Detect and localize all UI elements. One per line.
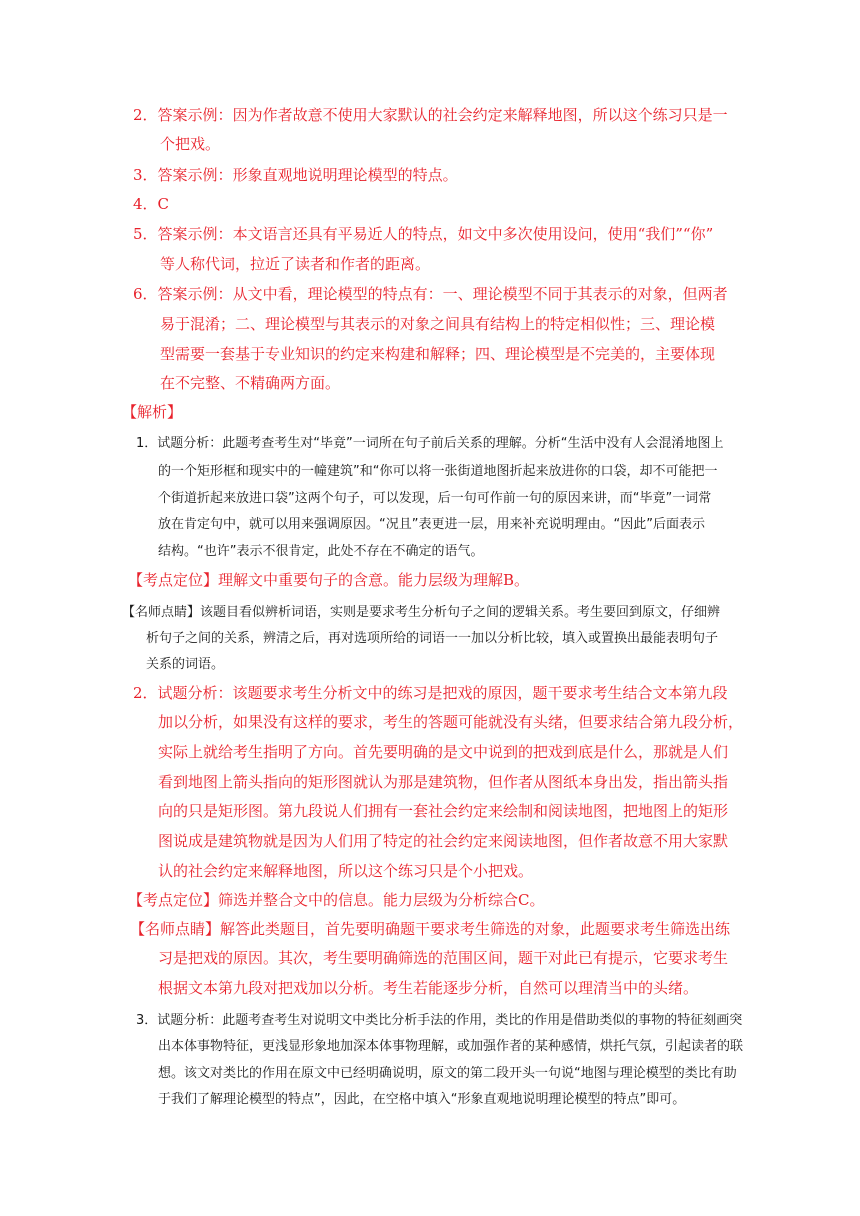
- kaodian-text: 理解文中重要句子的含意。能力层级为理解B。: [218, 571, 530, 589]
- analysis-q1-line-3: 个街道折起来放进口袋”这两个句子，可以发现，后一句可作前一句的原因来讲，而“毕竟”一词常: [158, 491, 712, 506]
- analysis-q2-line-5: 向的只是矩形图。第九段说人们拥有一套社会约定来绘制和阅读地图，把地图上的矩形: [158, 802, 729, 820]
- analysis-q1-line-5: 结构。“也许”表示不很肯定，此处不存在不确定的语气。: [158, 544, 484, 559]
- analysis-q2-line-6: 图说成是建筑物就是因为人们用了特定的社会约定来阅读地图，但作者故意不用大家默: [158, 832, 729, 850]
- analysis-q3-line-3: 想。该文对类比的作用在原文中已经明确说明，原文的第二段开头一句说“地图与理论模型的类比有助: [158, 1066, 737, 1081]
- analysis-text: 试题分析：此题考查考生对说明文中类比分析手法的作用，类比的作用是借助类似的事物的特征刻画突: [157, 1013, 743, 1028]
- answer-6-line-1: [133, 283, 728, 304]
- answer-number: 2．: [133, 106, 158, 124]
- answer-text: 本文语言还具有平易近人的特点，如文中多次使用设问，使用“我们”“你”: [232, 225, 714, 243]
- answer-label: 答案示例：: [157, 106, 233, 124]
- answer-4: [133, 193, 169, 214]
- q1-mingshi-line-2: 析句子之间的关系，辨清之后，再对选项所给的词语一一加以分析比较，填入或置换出最能表明句子: [146, 631, 719, 646]
- kaodian-text: 筛选并整合文中的信息。能力层级为分析综合C。: [218, 891, 545, 909]
- answer-number: 6．: [133, 285, 158, 303]
- answer-3: [133, 164, 458, 185]
- mingshi-text: 该题目看似辨析词语，实则是要求考生分析句子之间的逻辑关系。考生要回到原文，仔细辨: [200, 605, 721, 620]
- analysis-heading: 【解析】: [122, 403, 183, 421]
- analysis-text: 试题分析：该题要求考生分析文中的练习是把戏的原因，题干要求考生结合文本第九段: [157, 684, 728, 702]
- analysis-q2-line-1: [133, 682, 728, 703]
- analysis-q3-line-4: 于我们了解理论模型的特点”，因此，在空格中填入“形象直观地说明理论模型的特点”即可。: [158, 1092, 686, 1107]
- q2-kaodian: [128, 889, 545, 910]
- answer-number: 3．: [133, 166, 158, 184]
- q1-mingshi-line-1: [122, 601, 720, 620]
- mingshi-text: 解答此类题目，首先要明确题干要求考生筛选的对象，此题要求考生筛选出练: [220, 920, 731, 938]
- analysis-q3-line-1: [136, 1009, 742, 1028]
- q2-mingshi-line-2: 习是把戏的原因。其次，考生要明确筛选的范围区间，题干对此已有提示，它要求考生: [158, 949, 729, 967]
- answer-number: 5．: [133, 225, 158, 243]
- kaodian-label: 【考点定位】: [128, 891, 219, 909]
- question-number: 3．: [136, 1013, 158, 1028]
- answer-6-line-2: 易于混淆；二、理论模型与其表示的对象之间具有结构上的特定相似性；三、理论模: [160, 315, 716, 333]
- analysis-q2-line-7: 认的社会约定来解释地图，所以这个练习只是个小把戏。: [158, 862, 534, 880]
- answer-5-line-2: 等人称代词，拉近了读者和作者的距离。: [160, 255, 431, 273]
- question-number: 1．: [136, 436, 158, 451]
- answer-text: C: [157, 195, 170, 213]
- q1-mingshi-line-3: 关系的词语。: [146, 657, 225, 672]
- analysis-q1-line-2: 的一个矩形框和现实中的一幢建筑”和“你可以将一张街道地图折起来放进你的口袋，却不可能把一: [158, 464, 718, 479]
- analysis-q1-line-4: 放在肯定句中，就可以用来强调原因。“况且”表更进一层，用来补充说明理由。“因此”后面表示: [158, 517, 705, 532]
- q2-mingshi-line-3: 根据文本第九段对把戏加以分析。考生若能逐步分析，自然可以理清当中的头绪。: [158, 979, 699, 997]
- q1-kaodian: [128, 569, 529, 590]
- analysis-q3-line-2: 出本体事物特征，更浅显形象地加深本体事物理解，或加强作者的某种感情，烘托气氛，引起读者的联: [158, 1039, 744, 1054]
- analysis-text: 试题分析：此题考查考生对“毕竟”一词所在句子前后关系的理解。分析“生活中没有人会混淆地图上: [157, 436, 724, 451]
- answer-2-line-2: 个把戏。: [160, 135, 221, 153]
- answer-2-line-1: [133, 104, 728, 125]
- kaodian-label: 【考点定位】: [128, 571, 219, 589]
- answer-text: 因为作者故意不使用大家默认的社会约定来解释地图，所以这个练习只是一: [232, 106, 728, 124]
- analysis-q2-line-2: 加以分析，如果没有这样的要求，考生的答题可能就没有头绪，但要求结合第九段分析，: [158, 713, 744, 731]
- analysis-q2-line-3: 实际上就给考生指明了方向。首先要明确的是文中说到的把戏到底是什么，那就是人们: [158, 743, 729, 761]
- mingshi-label: 【名师点睛】: [130, 920, 221, 938]
- mingshi-label: 【名师点睛】: [122, 605, 201, 620]
- answer-6-line-3: 型需要一套基于专业知识的约定来构建和解释；四、理论模型是不完美的，主要体现: [160, 345, 716, 363]
- answer-text: 从文中看，理论模型的特点有：一、理论模型不同于其表示的对象，但两者: [232, 285, 728, 303]
- analysis-q1-line-1: [136, 432, 724, 451]
- answer-number: 4．: [133, 195, 158, 213]
- q2-mingshi-line-1: [130, 918, 730, 939]
- answer-label: 答案示例：: [157, 225, 233, 243]
- answer-6-line-4: 在不完整、不精确两方面。: [160, 374, 341, 392]
- answer-label: 答案示例：: [157, 166, 233, 184]
- answer-5-line-1: [133, 223, 713, 244]
- answer-text: 形象直观地说明理论模型的特点。: [232, 166, 458, 184]
- analysis-q2-line-4: 看到地图上箭头指向的矩形图就认为那是建筑物，但作者从图纸本身出发，指出箭头指: [158, 773, 729, 791]
- answer-label: 答案示例：: [157, 285, 233, 303]
- question-number: 2．: [133, 684, 158, 702]
